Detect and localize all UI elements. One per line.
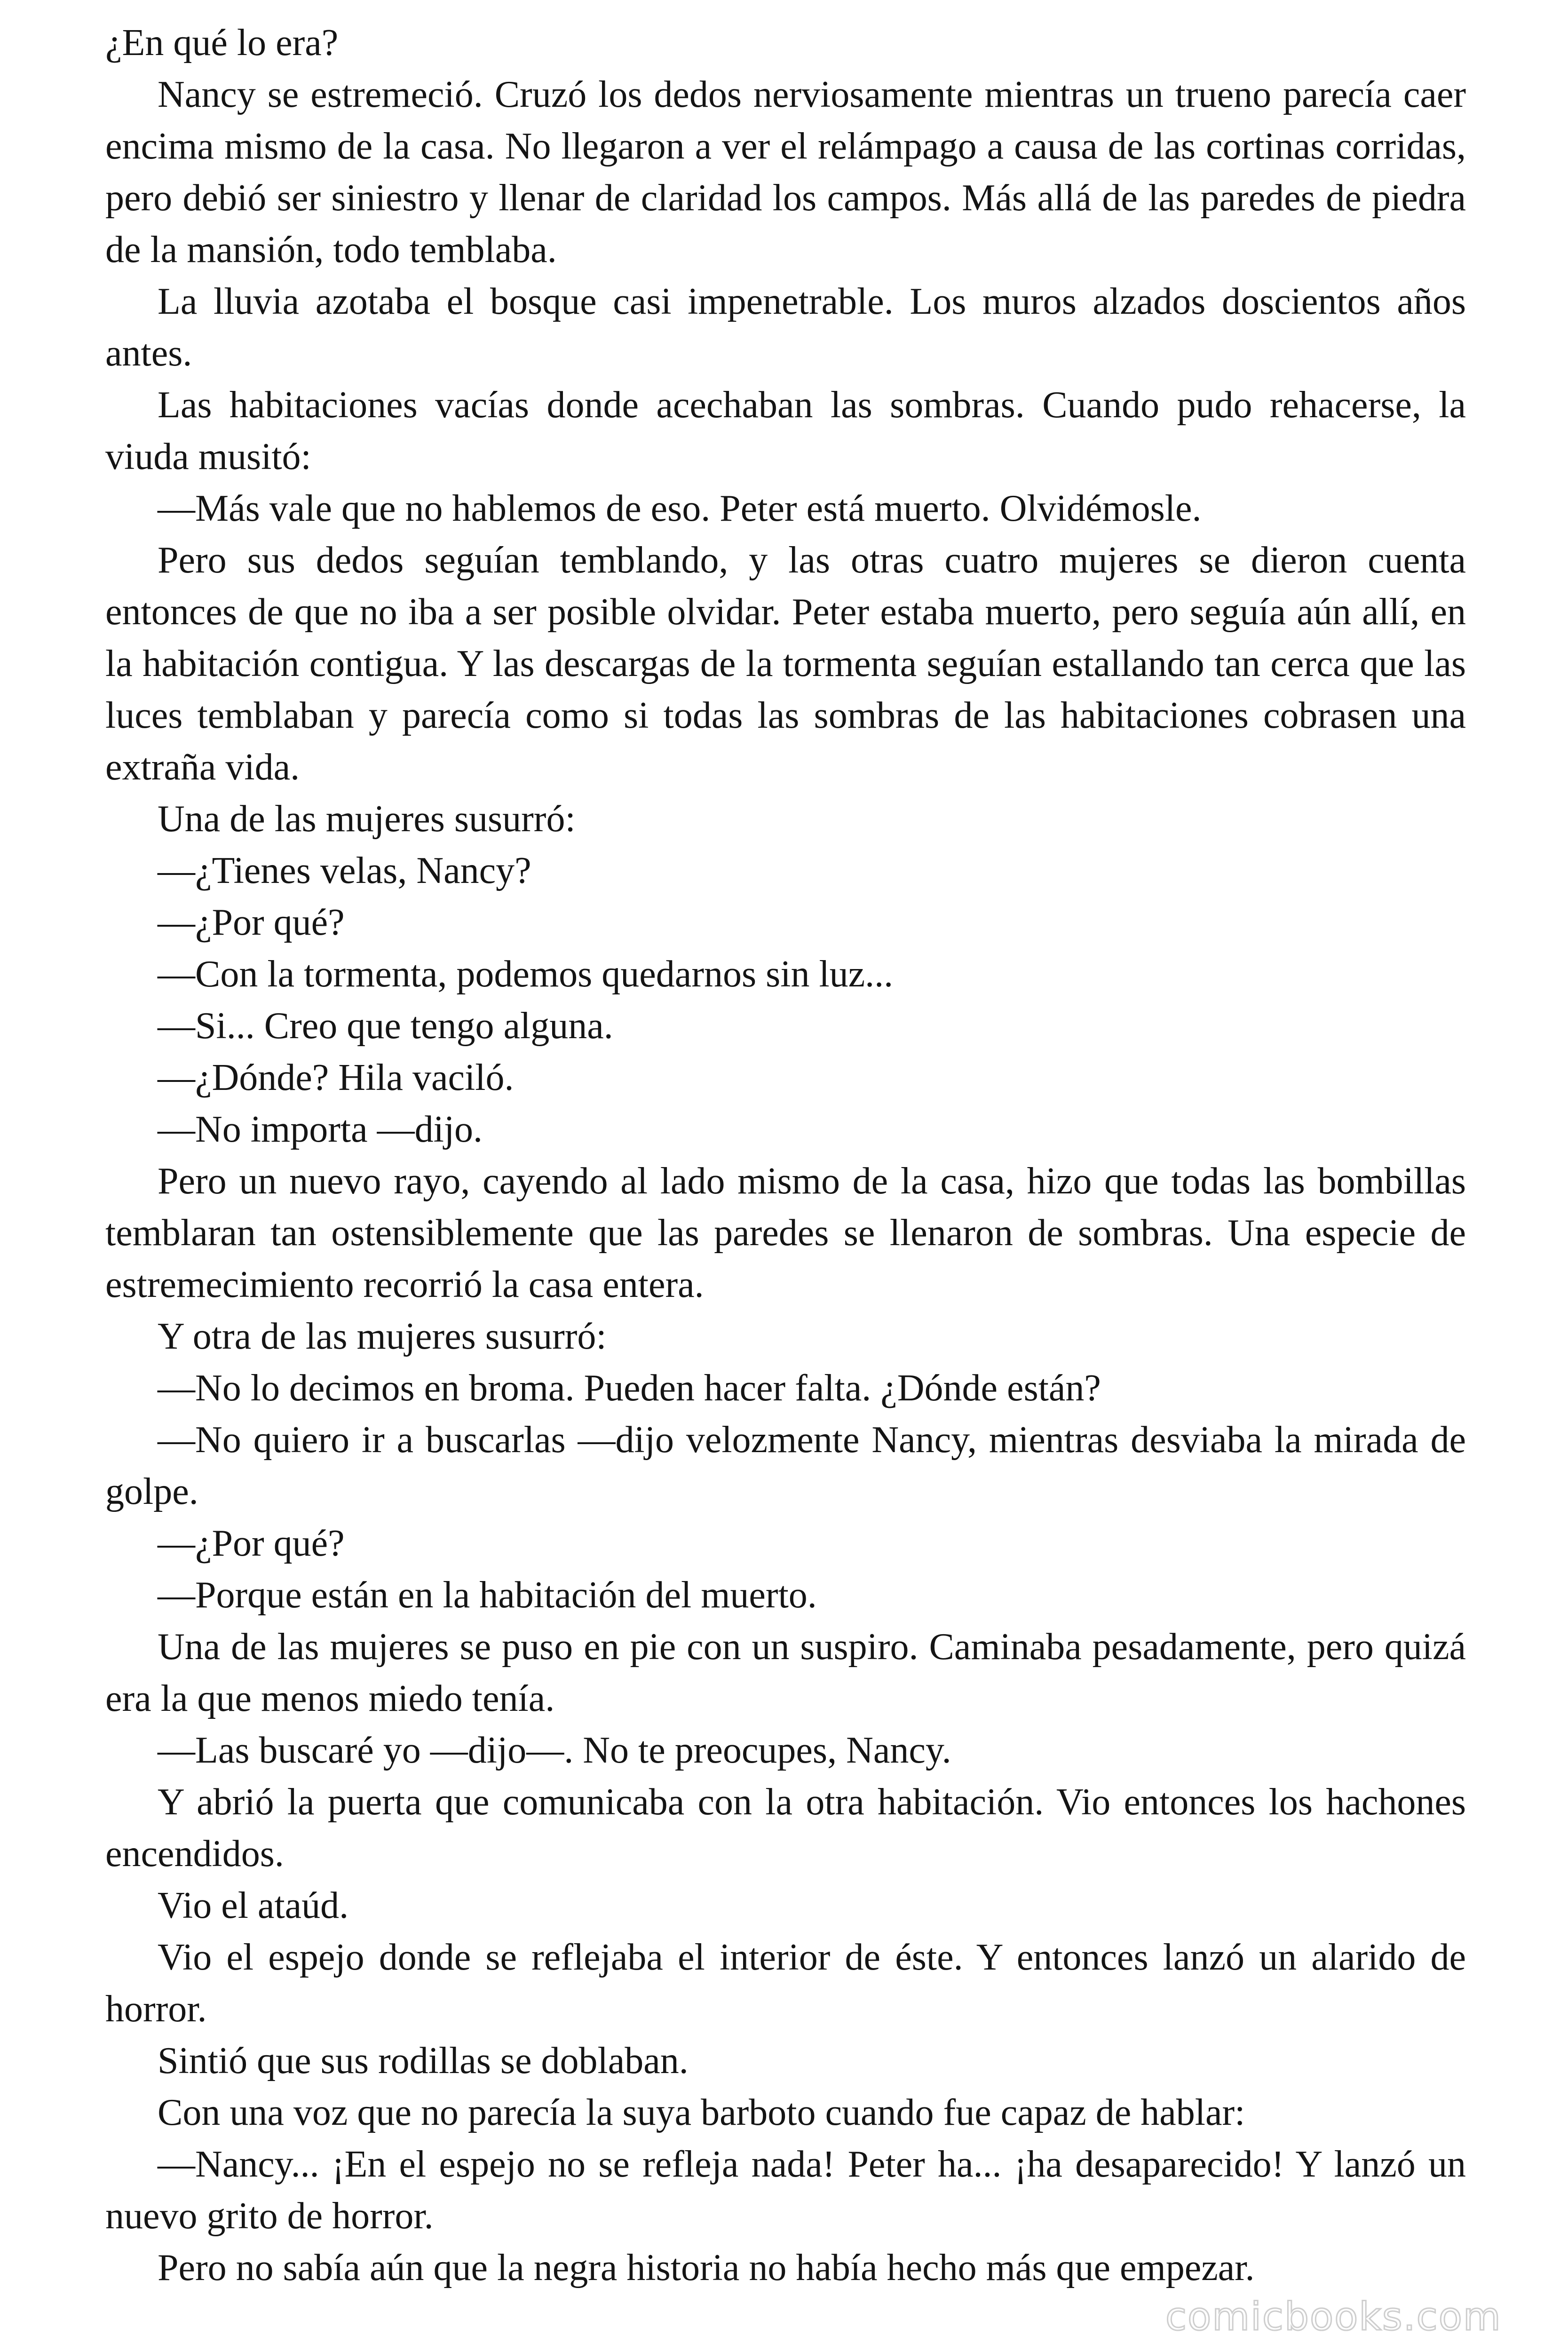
paragraph: —¿Por qué? [158,902,345,943]
paragraph: —¿Por qué? [158,1523,345,1564]
watermark: comicbooks.com [1165,2295,1502,2339]
paragraph: —Las buscaré yo —dijo—. No te preocupes, Nancy. [158,1730,951,1771]
paragraph: —¿Tienes velas, Nancy? [158,850,531,891]
paragraph: ¿En qué lo era? [105,22,339,64]
paragraph: Una de las mujeres se puso en pie con un suspiro. Caminaba pesadamente, pero quizá era la que menos miedo tenía. [105,1626,1466,1719]
paragraph: —Más vale que no hablemos de eso. Peter está muerto. Olvidémosle. [158,488,1202,529]
paragraph: Vio el ataúd. [158,1885,349,1926]
paragraph: —No quiero ir a buscarlas —dijo velozmente Nancy, mientras desviaba la mirada de golpe. [105,1419,1466,1512]
paragraph: Y abrió la puerta que comunicaba con la otra habitación. Vio entonces los hachones encendidos. [105,1781,1466,1875]
paragraph: Vio el espejo donde se reflejaba el interior de éste. Y entonces lanzó un alarido de horror. [105,1937,1466,2030]
paragraph: —Si... Creo que tengo alguna. [158,1005,613,1047]
paragraph: Pero no sabía aún que la negra historia no había hecho más que empezar. [158,2247,1255,2288]
paragraph: Nancy se estremeció. Cruzó los dedos nerviosamente mientras un trueno parecía caer encima mismo de la casa. No llegaron a ver el relámpago a causa de las cortinas corridas, pero debió ser siniestro y llenar de claridad los campos. Más allá de las paredes de piedra de la mansión, todo temblaba. [105,74,1466,270]
paragraph: Pero un nuevo rayo, cayendo al lado mismo de la casa, hizo que todas las bombillas temblaran tan ostensiblemente que las paredes se llenaron de sombras. Una especie de estremecimiento recorrió la casa entera. [105,1160,1466,1305]
paragraph: —¿Dónde? Hila vaciló. [158,1057,514,1098]
paragraph: Sintió que sus rodillas se doblaban. [158,2040,689,2082]
document-page [105,17,1466,2294]
paragraph: —Nancy... ¡En el espejo no se refleja nada! Peter ha... ¡ha desaparecido! Y lanzó un nuevo grito de horror. [105,2144,1466,2237]
paragraph: Con una voz que no parecía la suya barboto cuando fue capaz de hablar: [158,2092,1245,2133]
paragraph: —No importa —dijo. [158,1109,483,1150]
paragraph: —Con la tormenta, podemos quedarnos sin luz... [158,954,894,995]
paragraph: —Porque están en la habitación del muerto. [158,1574,817,1616]
paragraph: —No lo decimos en broma. Pueden hacer falta. ¿Dónde están? [158,1367,1101,1409]
paragraph: La lluvia azotaba el bosque casi impenetrable. Los muros alzados doscientos años antes. [105,281,1466,374]
paragraph: Una de las mujeres susurró: [158,798,576,840]
paragraph: Las habitaciones vacías donde acechaban las sombras. Cuando pudo rehacerse, la viuda musitó: [105,384,1466,477]
paragraph: Pero sus dedos seguían temblando, y las otras cuatro mujeres se dieron cuenta entonces de que no iba a ser posible olvidar. Peter estaba muerto, pero seguía aún allí, en la habitación contigua. Y las descargas de la tormenta seguían estallando tan cerca que las luces temblaban y parecía como si todas las sombras de las habitaciones cobrasen una extraña vida. [105,540,1466,788]
paragraph: Y otra de las mujeres susurró: [158,1316,607,1357]
